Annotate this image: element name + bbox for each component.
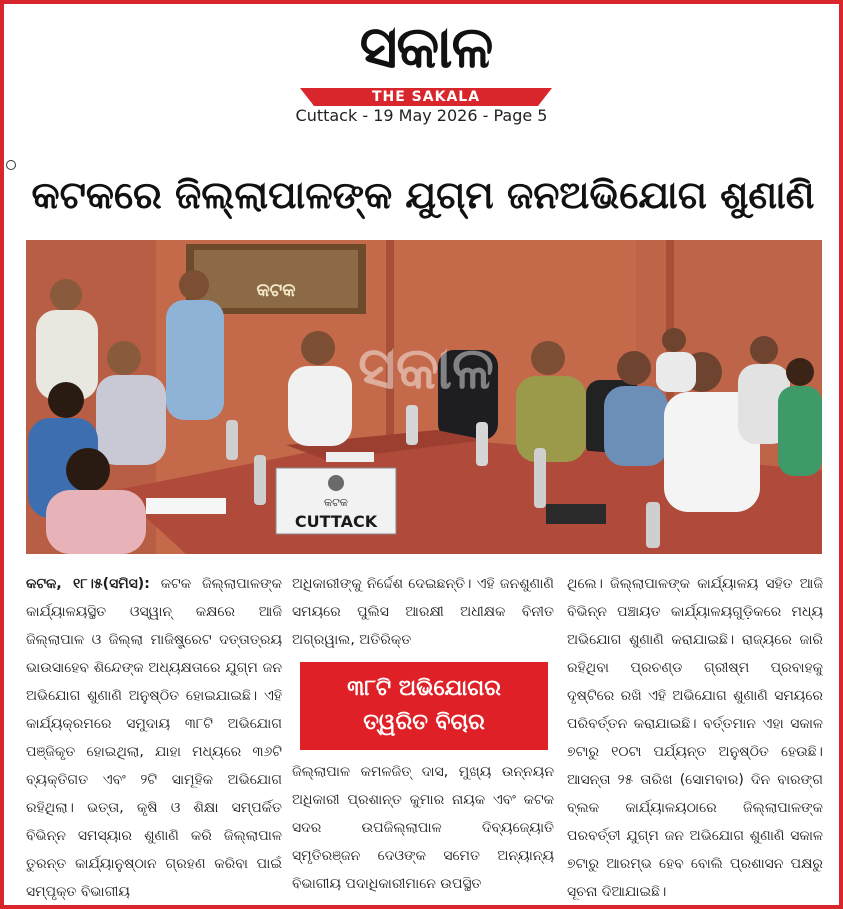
wall-sign-text: କଟକ xyxy=(256,280,296,301)
highlight-line-2: ତ୍ୱରିତ ବିଚାର xyxy=(363,710,485,735)
headline: କଟକରେ ଜିଲ୍ଲାପାଳଙ୍କ ଯୁଗ୍ମ ଜନଅଭିଯୋଗ ଶୁଣାଣି xyxy=(31,173,815,217)
nameplate-odia: କଟକ xyxy=(324,496,348,509)
highlight-line-1: ୩୮ଟି ଅଭିଯୋଗର xyxy=(347,676,501,701)
meeting-photo xyxy=(26,240,822,554)
article-col1-text: କଟକ ଜିଲ୍ଲାପାଳଙ୍କ କାର୍ଯ୍ୟାଳୟସ୍ଥିତ ଓସ୍ୱାନ୍ କକ୍ଷରେ ଆଜି ଜିଲ୍ଲାପାଳ ଓ ଜିଲ୍ଲା ମାଜିଷ୍ଟ୍ରେଟ ଦତ୍ତାତ୍ରୟ ଭାଉସାହେବ ଶିନ୍ଦେଙ୍କ ଅଧ୍ୟକ୍ଷତାରେ ଯୁଗ୍ମ ଜନ ଅଭିଯୋଗ ଶୁଣାଣି ଅନୁଷ୍ଠିତ ହୋଇଯାଇଛି। ଏହି କାର୍ଯ୍ୟକ୍ରମରେ ସମୁଦାୟ ୩୮ଟି ଅଭିଯୋଗ ପଞ୍ଜିକୃତ ହୋଇଥିଲା, ଯାହା ମଧ୍ୟରେ ୩୬ଟି ବ୍ୟକ୍ତିଗତ ଏବଂ ୨ଟି ସାମୂହିକ ଅଭିଯୋଗ ରହିଥିଲା। ଭତ୍ତା, କୃଷି ଓ ଶିକ୍ଷା ସମ୍ପର୍କିତ ବିଭିନ୍ନ ସମସ୍ୟାର ଶୁଣାଣି କରି ଜିଲ୍ଲାପାଳ ତୁରନ୍ତ କାର୍ଯ୍ୟାନୁଷ୍ଠାନ ଗ୍ରହଣ କରିବା ପାଇଁ ସମ୍ପୃକ୍ତ ବିଭାଗୀୟ xyxy=(26,576,282,900)
logo-band: THE SAKALA xyxy=(314,88,538,106)
article-column-2-top: ଅଧିକାରୀଙ୍କୁ ନିର୍ଦ୍ଦେଶ ଦେଇଛନ୍ତି। ଏହି ଜନଶୁଣାଣି ସମୟରେ ପୁଲିସ ଆରକ୍ଷୀ ଅଧୀକ୍ଷକ ବିନୀତ ଅଗ୍ରୱାଲ, ଅତିରିକ୍ତ xyxy=(292,576,554,648)
bullet-icon xyxy=(6,160,16,170)
article-column-1 xyxy=(26,570,282,900)
sakala-logo xyxy=(276,12,576,105)
dateline: Cuttack - 19 May 2026 - Page 5 xyxy=(295,106,548,125)
highlight-box xyxy=(300,662,548,750)
photo-watermark: ସକାଳ xyxy=(358,334,494,402)
article-column-2-bottom: ଜିଲ୍ଲାପାଳ କମଳଜିତ୍ ଦାସ, ମୁଖ୍ୟ ଉନ୍ନୟନ ଅଧିକାରୀ ପ୍ରଶାନ୍ତ କୁମାର ନାୟକ ଏବଂ କଟକ ସଦର ଉପଜିଲ୍ଲାପାଳ ଦିବ୍ୟଜ୍ୟୋତି ସ୍ମୃତିରଞ୍ଜନ ଦେଓଙ୍କ ସମେତ ଅନ୍ୟାନ୍ୟ ବିଭାଗୀୟ ପଦାଧିକାରୀମାନେ ଉପସ୍ଥିତ xyxy=(292,764,554,892)
masthead xyxy=(4,4,839,134)
logo-wordmark: ସକାଳ xyxy=(359,13,493,81)
nameplate-english: CUTTACK xyxy=(294,512,378,531)
article-lead: କଟକ, ୧୮।୫(ସମିସ): xyxy=(26,576,150,592)
article-column-3: ଥିଲେ। ଜିଲ୍ଲାପାଳଙ୍କ କାର୍ଯ୍ୟାଳୟ ସହିତ ଆଜି ବିଭିନ୍ନ ପଞ୍ଚାୟତ କାର୍ଯ୍ୟାଳୟଗୁଡ଼ିକରେ ମଧ୍ୟ ଅଭିଯୋଗ ଶୁଣାଣି କରାଯାଇଛି। ରାଜ୍ୟରେ ଜାରି ରହିଥିବା ପ୍ରଚଣ୍ଡ ଗ୍ରୀଷ୍ମ ପ୍ରବାହକୁ ଦୃଷ୍ଟିରେ ରଖି ଏହି ଅଭିଯୋଗ ଶୁଣାଣି ସମୟରେ ପରିବର୍ତ୍ତନ କରାଯାଇଛି। ବର୍ତ୍ତମାନ ଏହା ସକାଳ ୭ଟାରୁ ୧୦ଟା ପର୍ଯ୍ୟନ୍ତ ଅନୁଷ୍ଠିତ ହେଉଛି। ଆସନ୍ତା ୨୫ ତାରିଖ (ସୋମବାର) ଦିନ ବାରଙ୍ଗ ବ୍ଲକ କାର୍ଯ୍ୟାଳୟଠାରେ ଜିଲ୍ଲାପାଳଙ୍କ ପରବର୍ତ୍ତୀ ଯୁଗ୍ମ ଜନ ଅଭିଯୋଗ ଶୁଣାଣି ସକାଳ ୭ଟାରୁ ଆରମ୍ଭ ହେବ ବୋଲି ପ୍ରଶାସନ ପକ୍ଷରୁ ସୂଚନା ଦିଆଯାଇଛି। xyxy=(567,576,823,900)
